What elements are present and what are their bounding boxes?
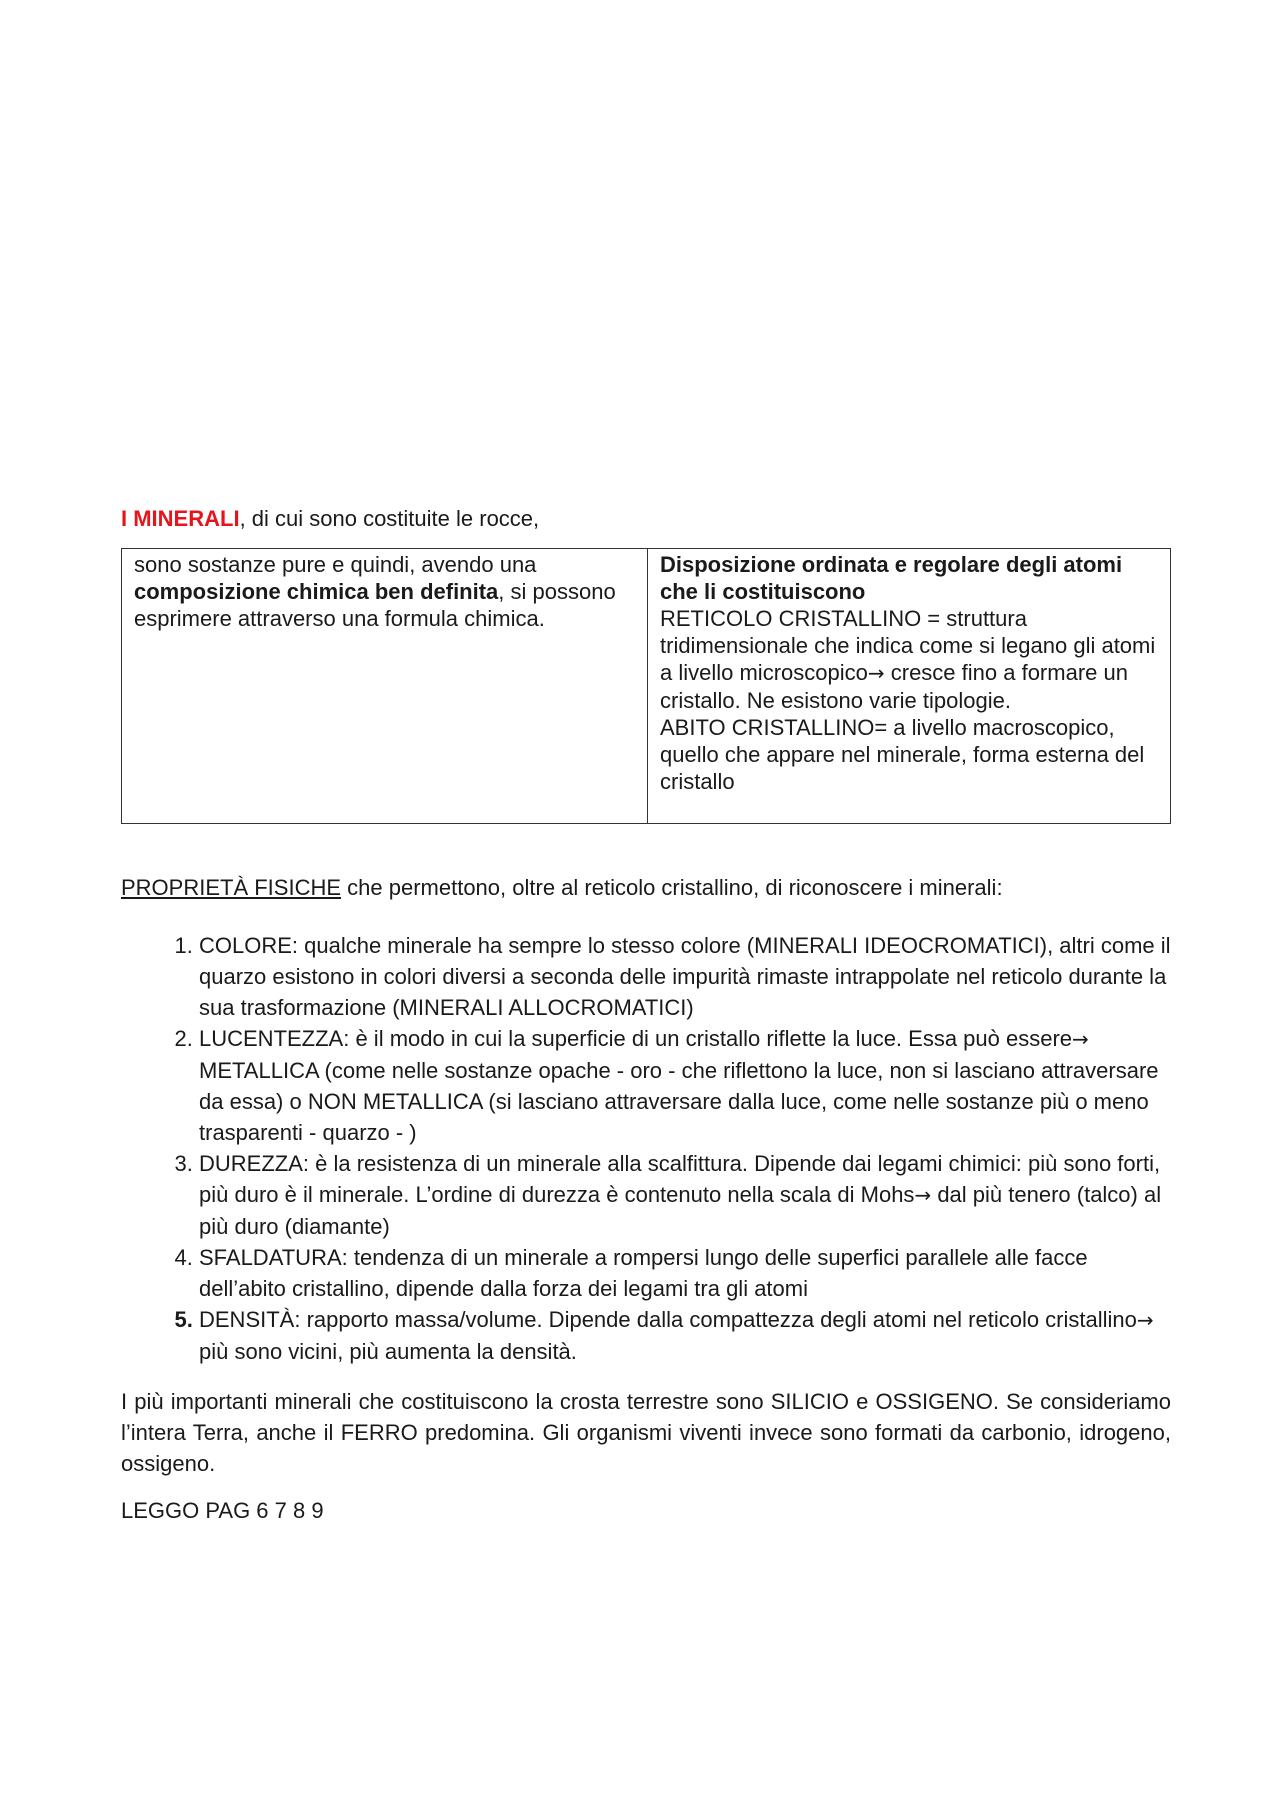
arrow-right-icon: → xyxy=(867,661,885,685)
properties-heading xyxy=(121,874,1171,901)
arrow-right-icon: → xyxy=(914,1183,932,1207)
durezza-text-b: dal più tenero (talco) al più duro (diamante) xyxy=(199,1182,1162,1239)
lucentezza-text-a: LUCENTEZZA: è il modo in cui la superficie di un cristallo riflette la luce. Essa può essere xyxy=(199,1026,1073,1051)
composition-text-2: , si possono esprimere attraverso una formula chimica. xyxy=(134,579,616,631)
densita-text-b: più sono vicini, più aumenta la densità. xyxy=(199,1339,577,1364)
reticolo-text-b: cresce fino a formare un cristallo. Ne esistono varie tipologie. xyxy=(660,660,1128,713)
reticolo-text-a: RETICOLO CRISTALLINO = struttura tridimensionale che indica come si legano gli atomi a livello microscopico xyxy=(660,606,1156,685)
list-item-durezza xyxy=(199,1148,1171,1242)
reading-note: LEGGO PAG 6 7 8 9 xyxy=(121,1498,324,1523)
arrow-right-icon: → xyxy=(1136,1308,1154,1332)
arrow-right-icon: → xyxy=(1072,1027,1089,1051)
intro-rest: , di cui sono costituite le rocce, xyxy=(239,506,540,531)
densita-text-a: DENSITÀ: rapporto massa/volume. Dipende dalla compattezza degli atomi nel reticolo cristallino xyxy=(199,1307,1137,1332)
list-item-colore xyxy=(199,930,1171,1023)
properties-heading-underlined: PROPRIETÀ FISICHE xyxy=(121,875,342,900)
lucentezza-text-b: METALLICA (come nelle sostanze opache - oro - che riflettono la luce, non si lasciano attraversare da essa) o NON METALLICA (si lasciano attraversare dalla luce, come nelle sostanze più o meno trasparenti - quarzo - ) xyxy=(199,1058,1159,1145)
abito-text: ABITO CRISTALLINO= a livello macroscopico, quello che appare nel minerale, forma esterna del cristallo xyxy=(660,715,1145,794)
document-page xyxy=(121,505,1171,1524)
composition-bold: composizione chimica ben definita xyxy=(134,579,499,604)
composition-cell xyxy=(122,549,648,824)
reticolo-text xyxy=(660,605,1158,714)
list-item-densita xyxy=(199,1304,1171,1367)
structure-bold: Disposizione ordinata e regolare degli atomi che li costituiscono xyxy=(660,552,1123,604)
definition-table xyxy=(121,548,1171,824)
list-item-lucentezza xyxy=(199,1023,1171,1148)
definition-row xyxy=(122,549,1171,824)
properties-list xyxy=(121,930,1171,1367)
structure-cell xyxy=(648,549,1171,824)
properties-heading-rest: che permettono, oltre al reticolo cristallino, di riconoscere i minerali: xyxy=(341,875,1003,900)
durezza-text-a: DUREZZA: è la resistenza di un minerale alla scalfittura. Dipende dai legami chimici: più sono forti, più duro è il minerale. L’ordine di durezza è contenuto nella scala di Mohs xyxy=(199,1151,1161,1207)
list-item-sfaldatura xyxy=(199,1242,1171,1304)
sfaldatura-text: SFALDATURA: tendenza di un minerale a rompersi lungo delle superfici parallele alle facce dell’abito cristallino, dipende dalla forza dei legami tra gli atomi xyxy=(199,1245,1088,1301)
minerals-title: I MINERALI xyxy=(121,506,240,531)
summary-paragraph: I più importanti minerali che costituiscono la crosta terrestre sono SILICIO e OSSIGENO. Se consideriamo l’intera Terra, anche il FERRO predomina. Gli organismi viventi invece sono formati da carbonio, idrogeno, ossigeno. xyxy=(121,1389,1171,1476)
intro-line xyxy=(121,505,1171,532)
composition-text-1: sono sostanze pure e quindi, avendo una xyxy=(134,552,537,577)
colore-text: COLORE: qualche minerale ha sempre lo stesso colore (MINERALI IDEOCROMATICI), altri come il quarzo esistono in colori diversi a seconda delle impurità rimaste intrappolate nel reticolo durante la sua trasformazione (MINERALI ALLOCROMATICI) xyxy=(199,933,1171,1020)
